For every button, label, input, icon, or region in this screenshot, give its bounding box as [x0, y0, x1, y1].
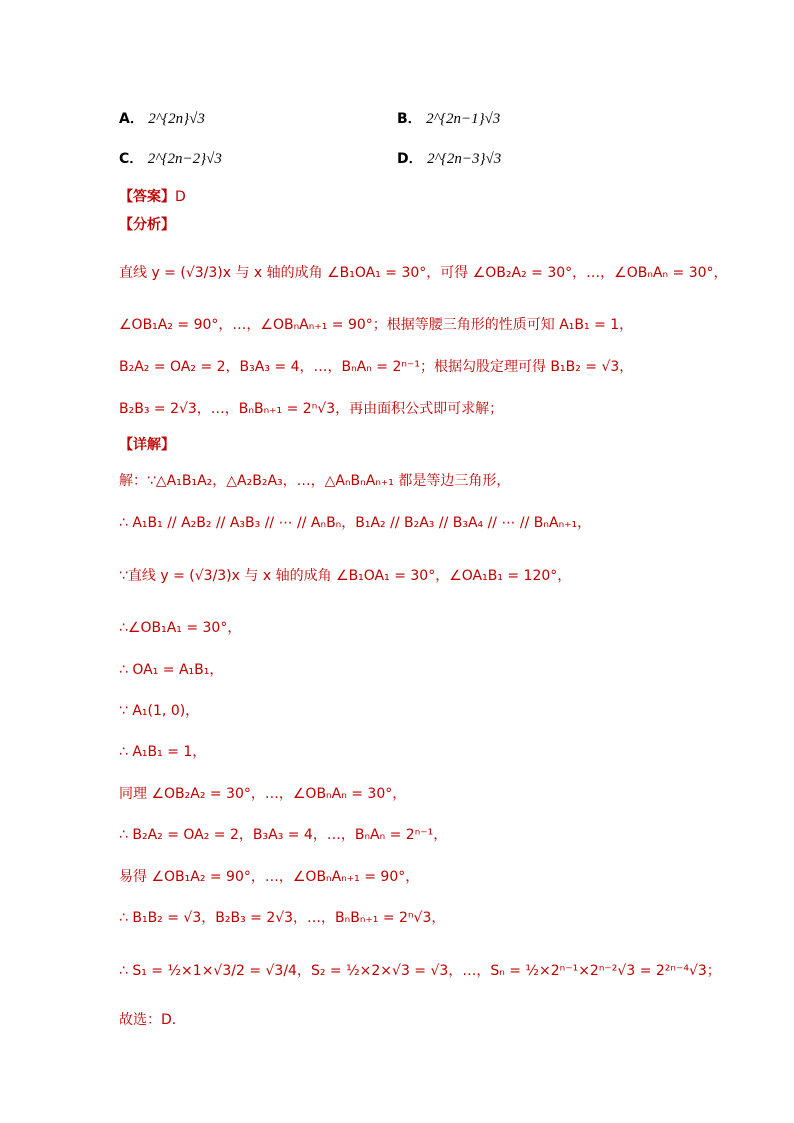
detail-line-7: ∴ A₁B₁ = 1，: [119, 744, 207, 760]
detail-line-8: 同理 ∠OB₂A₂ = 30°，…，∠OBₙAₙ = 30°，: [119, 786, 407, 802]
option-label: A．: [119, 111, 144, 127]
option-expr: 2^{2n−1}√3: [426, 111, 501, 127]
detail-line-10: 易得 ∠OB₁A₂ = 90°，…，∠OBₙAₙ₊₁ = 90°，: [119, 869, 420, 885]
detail-heading: 【详解】: [119, 437, 175, 453]
option-expr: 2^{2n}√3: [148, 111, 205, 127]
option-label: C．: [119, 151, 144, 167]
detail-line-3: ∵直线 y = (√3/3)x 与 x 轴的成角 ∠B₁OA₁ = 30°，∠OA₁B₁ = 120°，: [119, 568, 572, 584]
option-c: [119, 150, 222, 168]
option-b: [397, 110, 500, 128]
detail-line-6: ∵ A₁(1, 0)，: [119, 703, 200, 719]
detail-line-11: ∴ B₁B₂ = √3，B₂B₃ = 2√3，…，BₙBₙ₊₁ = 2ⁿ√3，: [119, 910, 446, 926]
option-a: [119, 110, 205, 128]
option-label: B．: [397, 111, 422, 127]
detail-line-2: ∴ A₁B₁ // A₂B₂ // A₃B₃ // ⋯ // AₙBₙ，B₁A₂ // B₂A₃ // B₃A₄ // ⋯ // BₙAₙ₊₁，: [119, 515, 592, 531]
detail-line-9: ∴ B₂A₂ = OA₂ = 2，B₃A₃ = 4，…，BₙAₙ = 2ⁿ⁻¹，: [119, 827, 448, 843]
answer-line: [119, 188, 186, 206]
analysis-line-2: ∠OB₁A₂ = 90°，…，∠OBₙAₙ₊₁ = 90°；根据等腰三角形的性质可知 A₁B₁ = 1，: [119, 317, 634, 333]
option-expr: 2^{2n−3}√3: [427, 151, 502, 167]
analysis-line-4: B₂B₃ = 2√3，…，BₙBₙ₊₁ = 2ⁿ√3，再由面积公式即可求解；: [119, 401, 504, 417]
option-d: [397, 150, 501, 168]
option-label: D．: [397, 151, 423, 167]
detail-line-12: ∴ S₁ = ½×1×√3/2 = √3/4，S₂ = ½×2×√3 = √3，…，Sₙ = ½×2ⁿ⁻¹×2ⁿ⁻²√3 = 2²ⁿ⁻⁴√3；: [119, 963, 721, 979]
answer-heading: 【答案】: [119, 189, 175, 205]
analysis-line-1: 直线 y = (√3/3)x 与 x 轴的成角 ∠B₁OA₁ = 30°，可得 ∠OB₂A₂ = 30°，…，∠OBₙAₙ = 30°，: [119, 265, 728, 281]
detail-line-4: ∴∠OB₁A₁ = 30°，: [119, 620, 242, 636]
option-expr: 2^{2n−2}√3: [147, 151, 222, 167]
detail-line-1: 解：∵△A₁B₁A₂，△A₂B₂A₃，…，△AₙBₙAₙ₊₁ 都是等边三角形，: [119, 473, 511, 489]
detail-line-5: ∴ OA₁ = A₁B₁，: [119, 662, 224, 678]
detail-line-13: 故选：D．: [119, 1012, 186, 1028]
answer-value: D: [175, 189, 186, 205]
analysis-line-3: B₂A₂ = OA₂ = 2，B₃A₃ = 4，…，BₙAₙ = 2ⁿ⁻¹；根据勾股定理可得 B₁B₂ = √3，: [119, 359, 634, 375]
analysis-heading: 【分析】: [119, 217, 175, 233]
